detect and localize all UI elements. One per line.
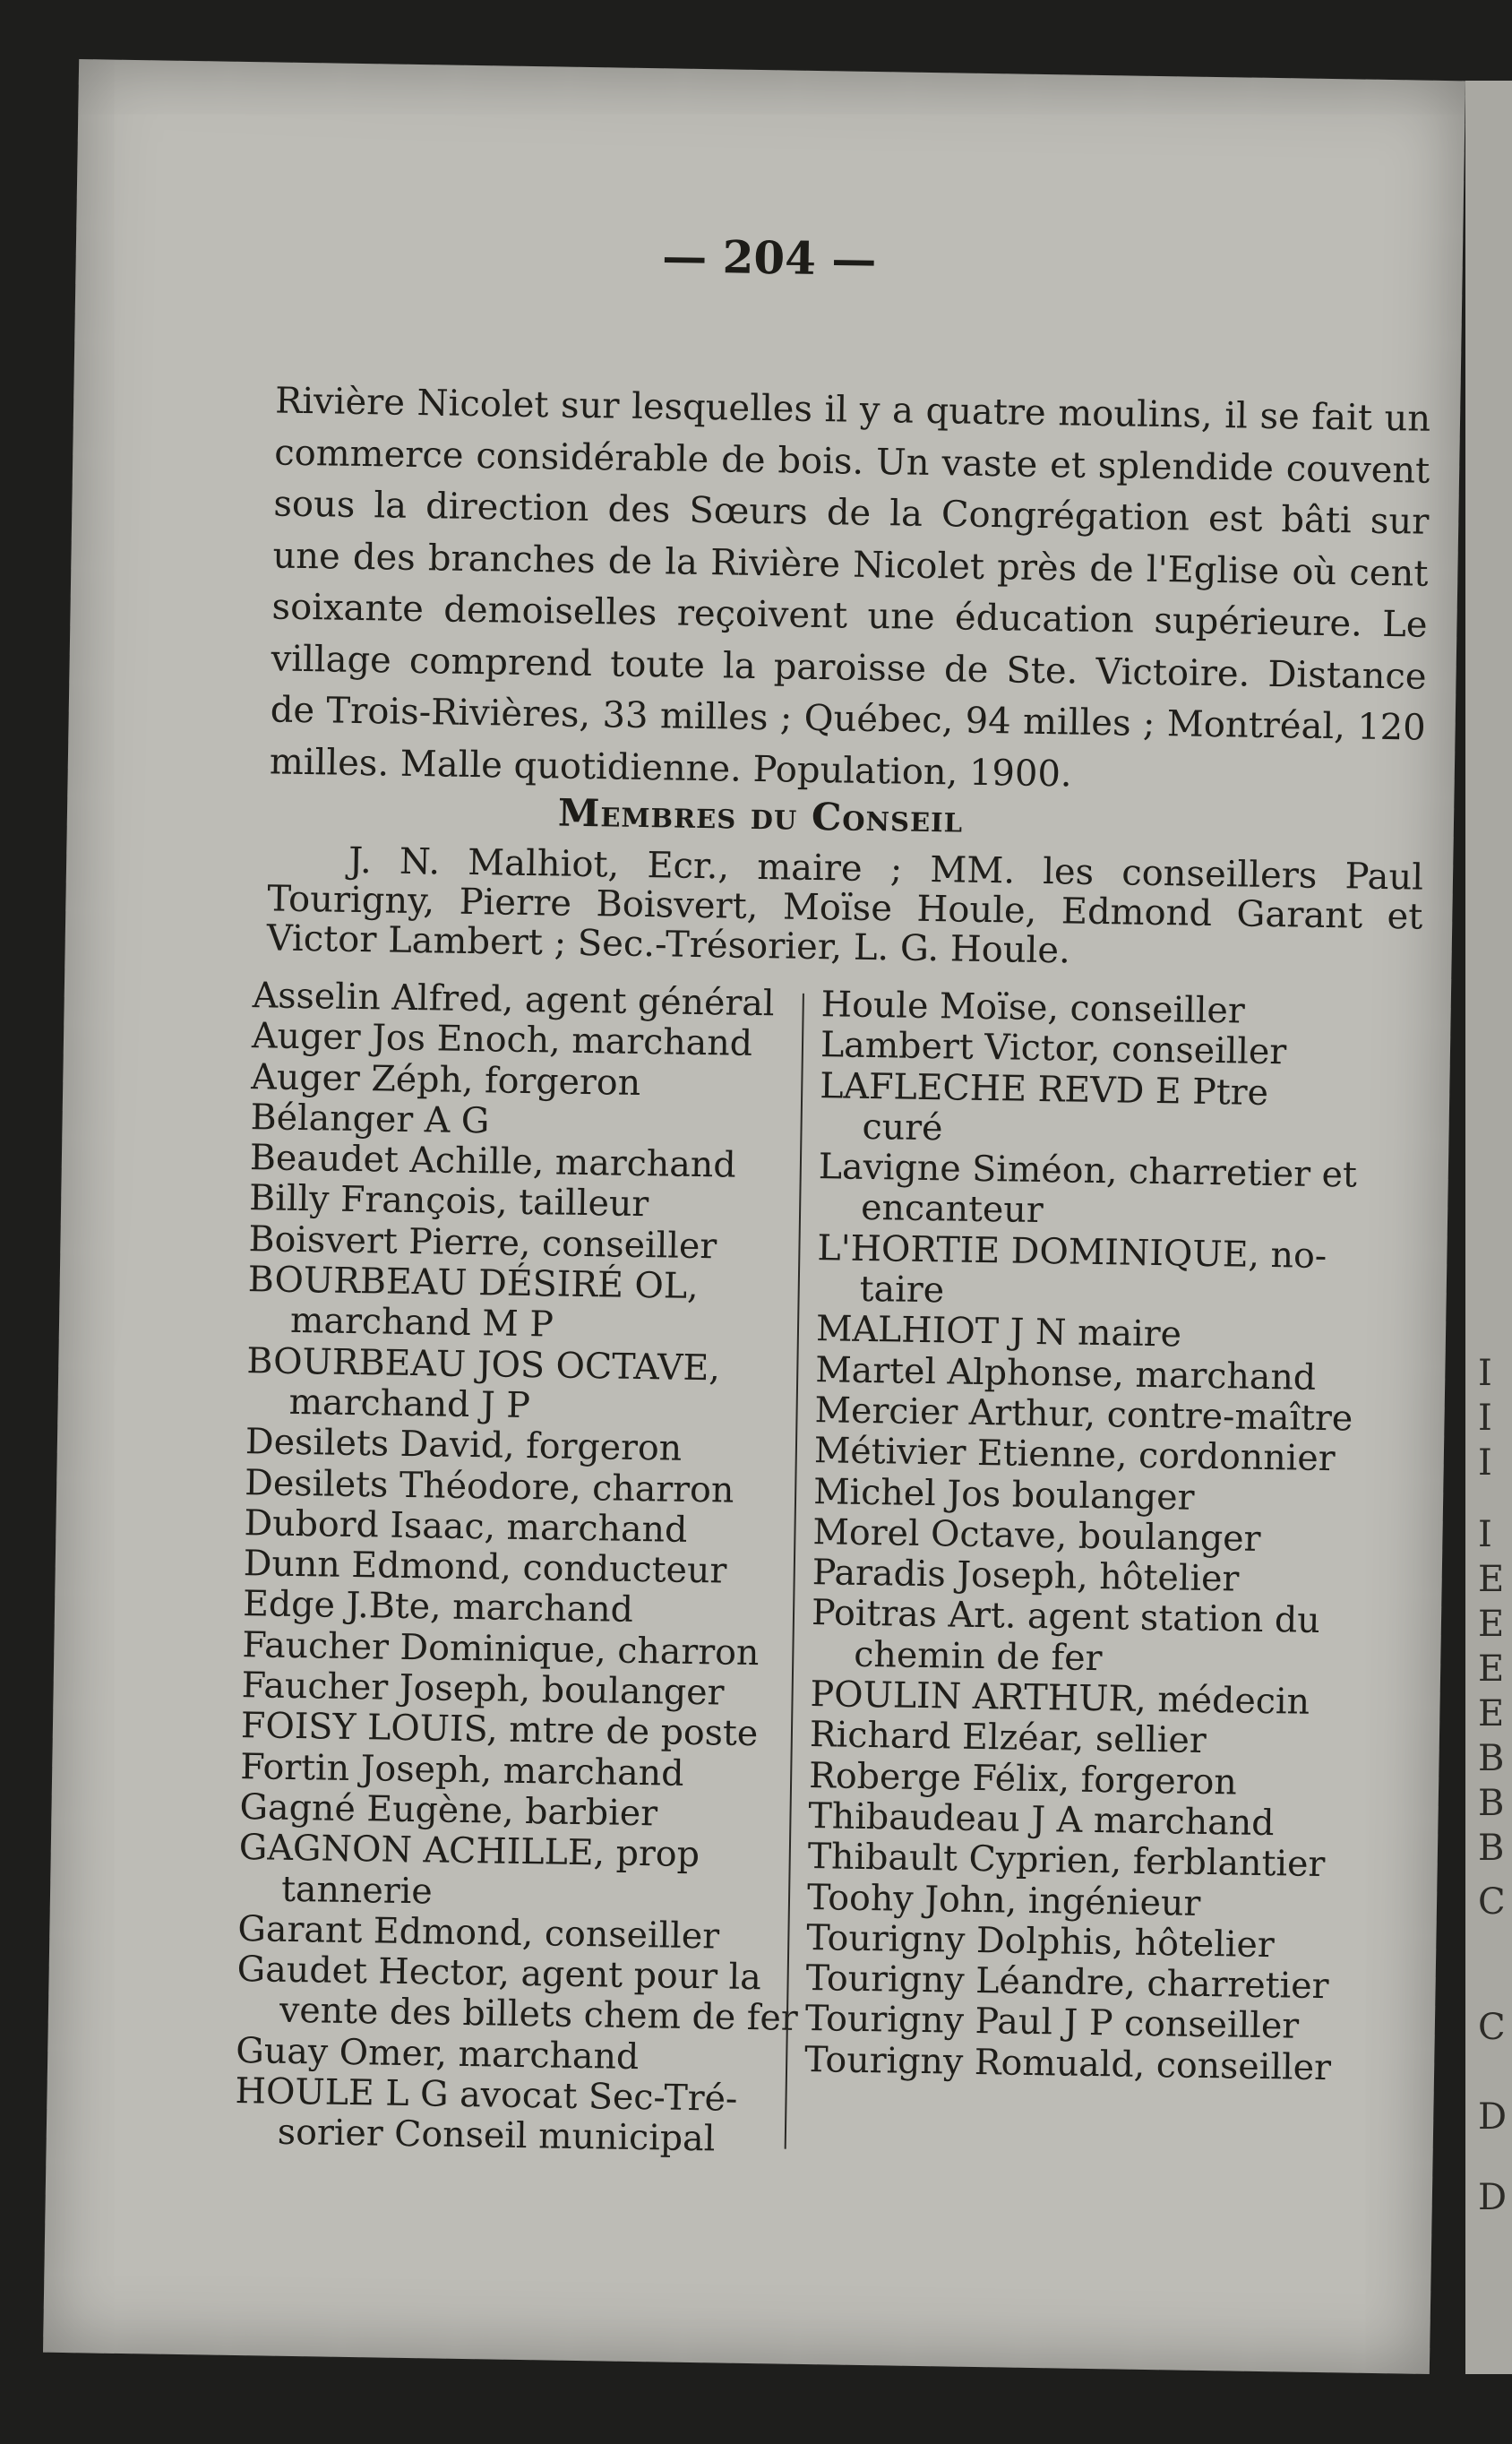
entry-continuation: tannerie <box>280 1868 434 1912</box>
entry-line: Lambert Victor, conseiller <box>820 1024 1287 1073</box>
entry-line: Billy François, tailleur <box>248 1177 649 1226</box>
entry-line: Lavigne Siméon, charretier et <box>818 1146 1358 1196</box>
entry-line: Gagné Eugène, barbier <box>239 1786 658 1835</box>
section-heading: Membres du Conseil <box>557 790 964 841</box>
entry-line: Dubord Isaac, marchand <box>244 1502 688 1551</box>
entry-continuation: vente des billets chem de fer <box>279 1990 799 2040</box>
adjacent-letter: E <box>1478 1559 1505 1600</box>
entry-line: Poitras Art. agent station du <box>811 1592 1321 1642</box>
entry-line: Roberge Félix, forgeron <box>808 1754 1238 1803</box>
adjacent-letter: E <box>1478 1648 1505 1690</box>
entry-line: Auger Jos Enoch, marchand <box>251 1015 753 1065</box>
adjacent-letter: I <box>1478 1442 1492 1484</box>
entry-line: Gaudet Hector, agent pour la <box>236 1949 762 1999</box>
entry-continuation: chemin de fer <box>853 1633 1103 1679</box>
adjacent-letter: I <box>1478 1514 1492 1555</box>
entry-continuation: curé <box>862 1106 943 1149</box>
entry-line: Mercier Arthur, contre-maître <box>814 1390 1353 1440</box>
entry-continuation: encanteur <box>860 1187 1044 1232</box>
adjacent-letter: E <box>1478 1604 1505 1645</box>
adjacent-letter: E <box>1478 1693 1505 1734</box>
entry-line: Tourigny Léandre, charretier <box>805 1958 1329 2008</box>
adjacent-letter: D <box>1478 2177 1508 2218</box>
directory-entry <box>245 1341 838 1432</box>
entry-line: Desilets Théodore, charron <box>244 1461 735 1511</box>
adjacent-page-edge <box>1465 81 1512 2374</box>
adjacent-letter: C <box>1478 1881 1506 1923</box>
entry-line: Guay Omer, marchand <box>235 2029 640 2078</box>
page-number: — 204 — <box>661 229 877 287</box>
entry-line: Faucher Joseph, boulanger <box>241 1665 725 1714</box>
directory-left-column <box>235 976 845 2162</box>
entry-line: Paradis Joseph, hôtelier <box>812 1552 1240 1600</box>
directory-entry <box>236 1949 829 2040</box>
entry-continuation: taire <box>859 1268 945 1312</box>
directory-entry <box>818 1147 1392 1237</box>
entry-line: Toohy John, ingénieur <box>806 1876 1201 1924</box>
entry-line: BOURBEAU JOS OCTAVE, <box>246 1339 721 1390</box>
directory-entry <box>804 2040 1379 2089</box>
directory-entry <box>247 1260 839 1350</box>
entry-line: Fortin Joseph, marchand <box>239 1745 684 1794</box>
adjacent-letter: C <box>1478 2007 1506 2048</box>
entry-line: Bélanger A G <box>250 1097 490 1142</box>
intro-paragraph <box>269 375 1430 805</box>
entry-line: Tourigny Dolphis, hôtelier <box>806 1916 1276 1966</box>
directory-entry <box>238 1828 830 1918</box>
entry-line: GAGNON ACHILLE, prop <box>238 1827 700 1876</box>
entry-continuation: marchand J P <box>288 1381 531 1427</box>
adjacent-letter: B <box>1478 1738 1505 1779</box>
entry-line: Tourigny Paul J P conseiller <box>804 1998 1300 2048</box>
directory-entry <box>811 1594 1385 1684</box>
entry-line: Asselin Alfred, agent général <box>252 975 775 1025</box>
directory-right-column <box>804 985 1395 2089</box>
entry-line: Auger Zéph, forgeron <box>251 1055 641 1104</box>
entry-continuation: marchand M P <box>289 1300 554 1346</box>
entry-line: Edge J.Bte, marchand <box>242 1583 634 1631</box>
entry-line: Faucher Dominique, charron <box>242 1623 760 1674</box>
entry-line: Tourigny Romuald, conseiller <box>803 2038 1332 2088</box>
directory-entry <box>816 1228 1390 1319</box>
entry-line: MALHIOT J N maire <box>815 1308 1182 1355</box>
entry-line: Desilets David, forgeron <box>245 1421 683 1470</box>
adjacent-letter: B <box>1478 1783 1505 1824</box>
directory-entry <box>819 1066 1393 1157</box>
entry-line: Métivier Etienne, cordonnier <box>813 1430 1336 1480</box>
entry-line: Thibault Cyprien, ferblantier <box>807 1836 1326 1886</box>
entry-line: HOULE L G avocat Sec-Tré- <box>235 2070 738 2120</box>
entry-line: Houle Moïse, conseiller <box>820 984 1246 1032</box>
entry-line: FOISY LOUIS, mtre de poste <box>240 1705 759 1755</box>
entry-line: Thibaudeau J A marchand <box>808 1794 1275 1845</box>
entry-line: Michel Jos boulanger <box>812 1470 1195 1519</box>
entry-line: Dunn Edmond, conducteur <box>243 1543 727 1592</box>
council-paragraph: J. N. Malhiot, Ecr., maire ; MM. les conseillers Paul Tourigny, Pierre Boisvert, Moïse Houle, Edmond Garant et Victor Lambert ; Sec.-Trésorier, L. G. Houle. <box>266 839 1424 972</box>
entry-line: Martel Alphonse, marchand <box>814 1348 1317 1398</box>
entry-line: Richard Elzéar, sellier <box>809 1714 1207 1762</box>
intro-text: Rivière Nicolet sur lesquelles il y a quatre moulins, il se fait un commerce considérable de bois. Un vaste et splendide couvent sous la direction des Sœurs de la Congrégation est bâti sur une des branches de la Rivière Nicolet près de l'Eglise où cent soixante demoiselles reçoivent une éducation supérieure. Le village comprend toute la paroisse de Ste. Victoire. Distance de Trois-Rivières, 33 milles ; Québec, 94 milles ; Montréal, 120 milles. Malle quotidienne. Population, 1900. <box>269 380 1431 796</box>
entry-continuation: sorier Conseil municipal <box>277 2112 716 2160</box>
entry-line: BOURBEAU DÉSIRÉ OL, <box>247 1259 700 1308</box>
adjacent-letter: I <box>1478 1353 1492 1394</box>
entry-line: Boisvert Pierre, conseiller <box>248 1218 717 1268</box>
entry-line: Beaudet Achille, marchand <box>249 1137 736 1186</box>
adjacent-letter: D <box>1478 2096 1508 2138</box>
directory-entry <box>235 2071 827 2162</box>
entry-line: Morel Octave, boulanger <box>812 1510 1261 1560</box>
entry-line: Garant Edmond, conseiller <box>237 1907 720 1958</box>
entry-line: LAFLECHE REVD E Ptre <box>819 1064 1269 1114</box>
entry-line: POULIN ARTHUR, médecin <box>810 1674 1310 1723</box>
entry-line: L'HORTIE DOMINIQUE, no- <box>817 1226 1327 1277</box>
document-page <box>43 59 1465 2374</box>
adjacent-letter: I <box>1478 1398 1492 1439</box>
adjacent-letter: B <box>1478 1828 1505 1869</box>
